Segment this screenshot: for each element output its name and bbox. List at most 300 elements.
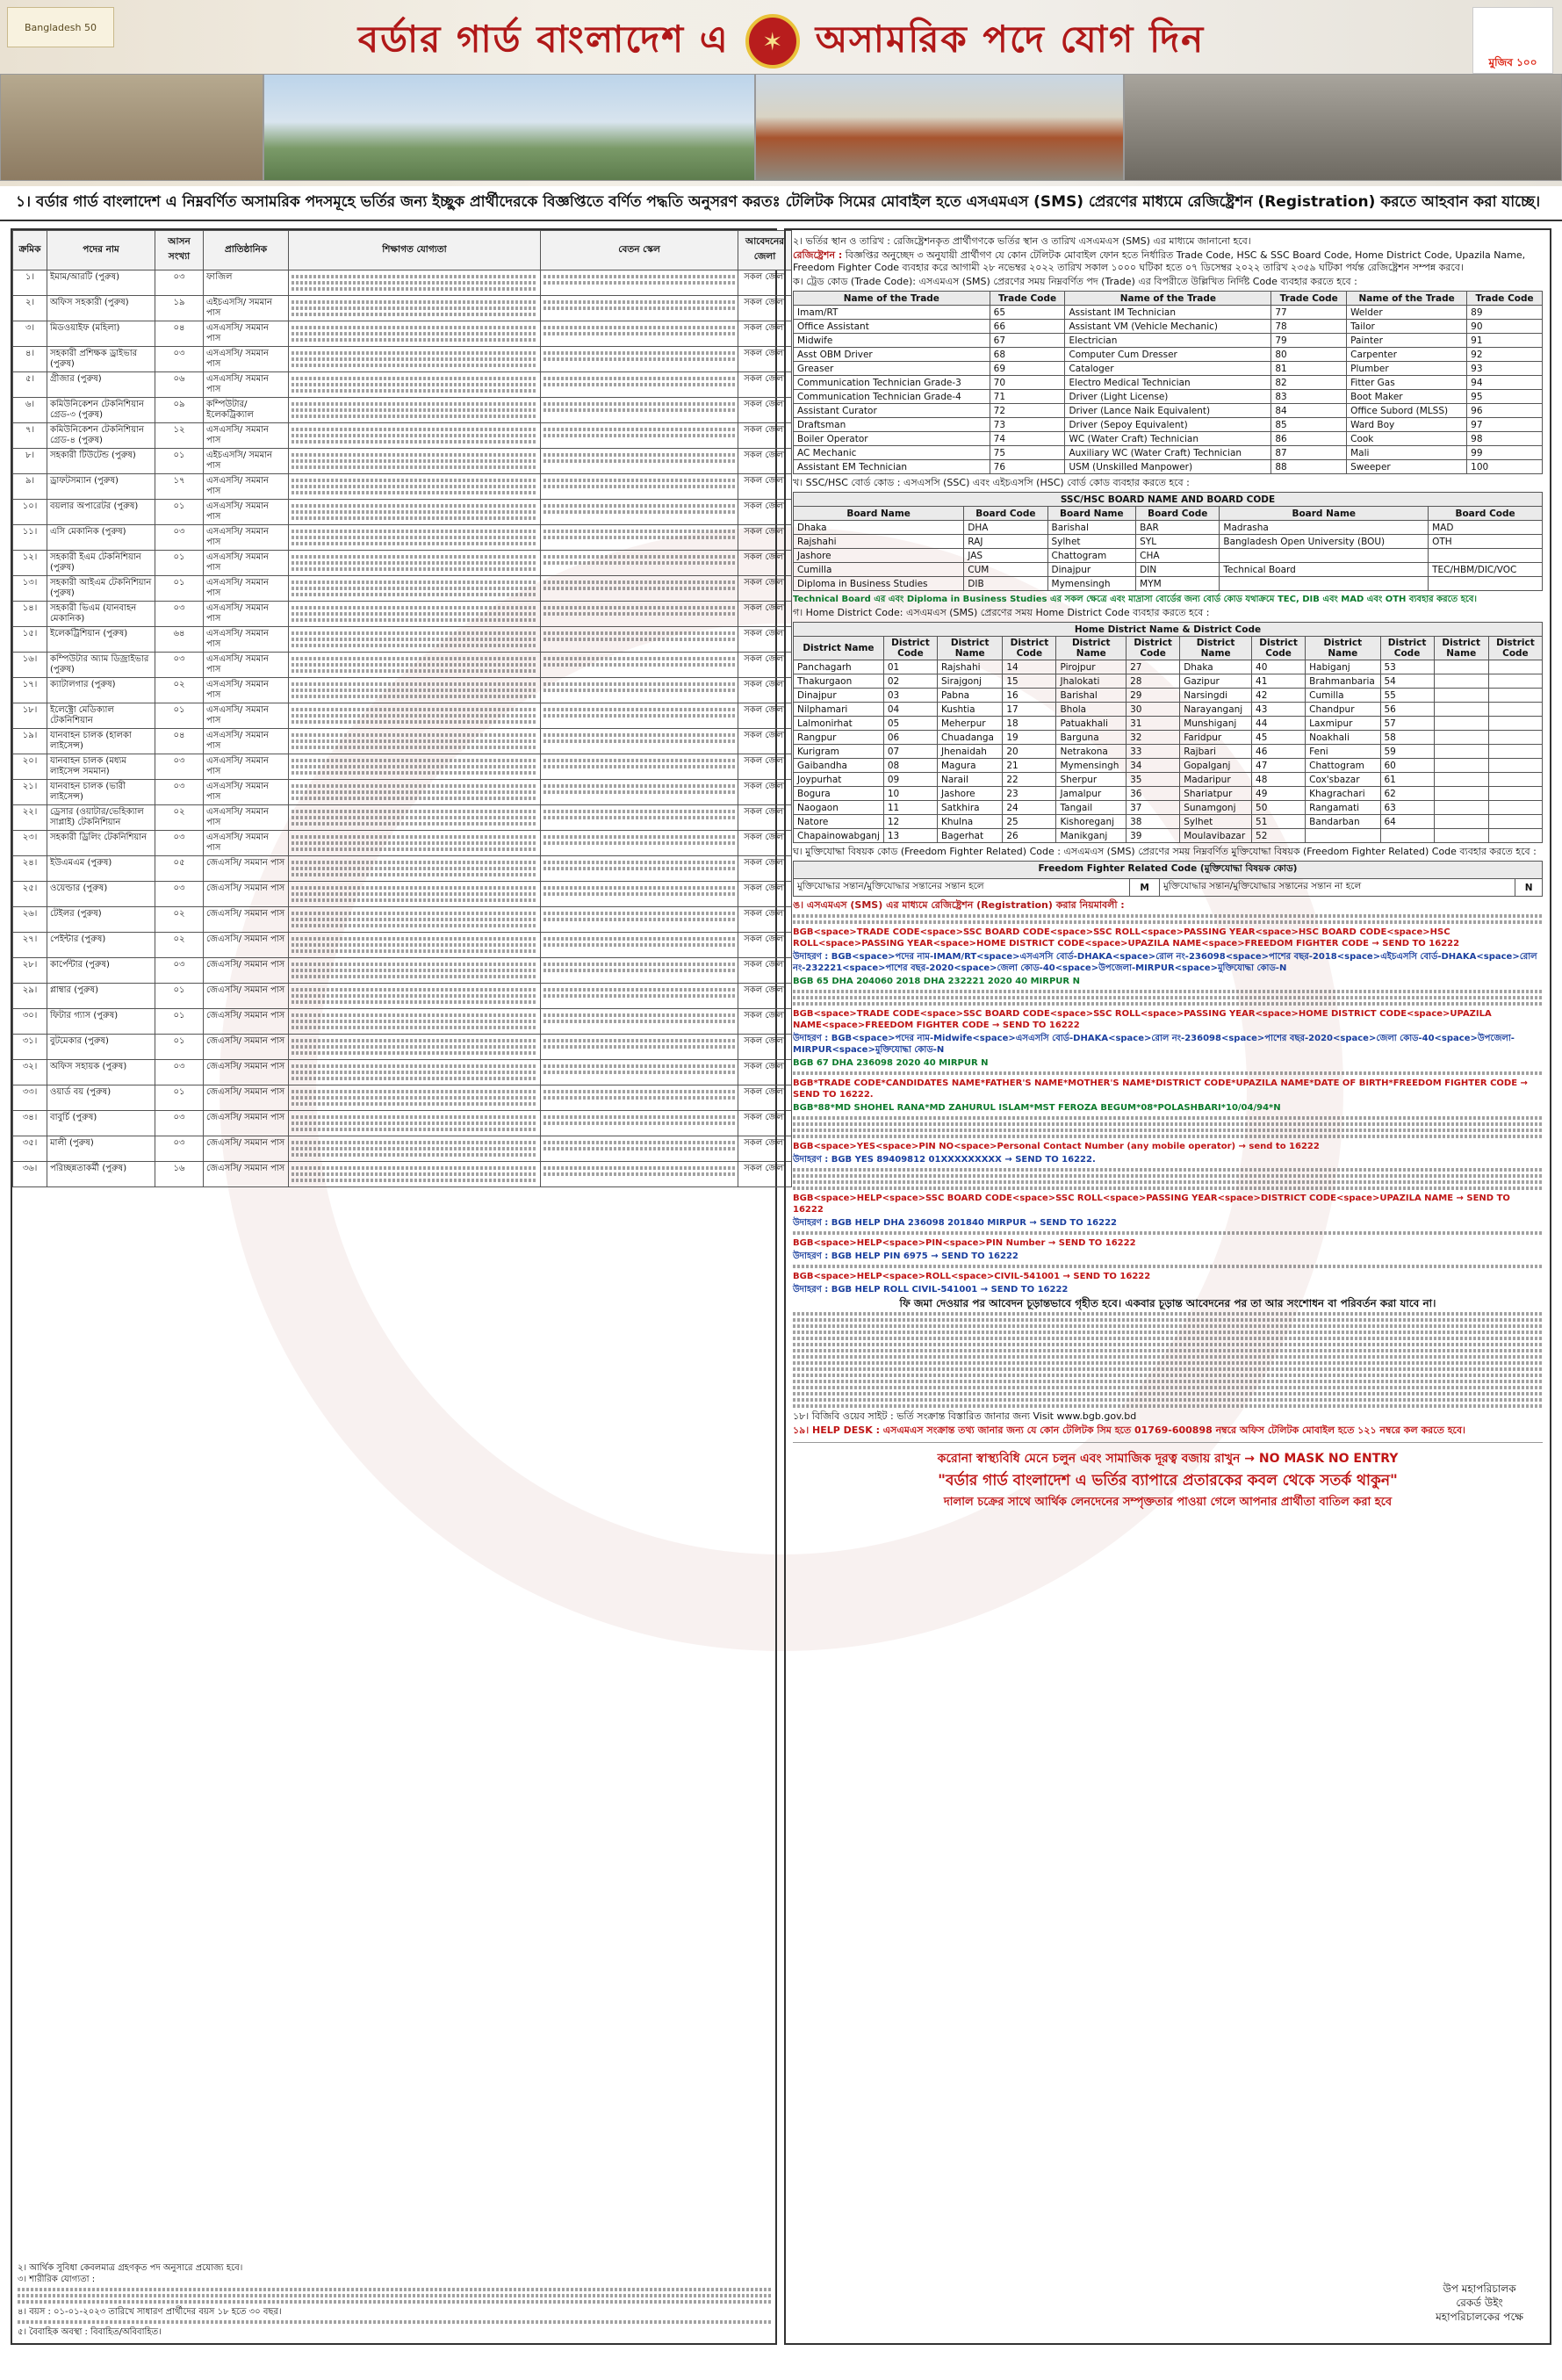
table-row [13, 805, 792, 831]
help-format-roll: BGB<space>HELP<space>SSC BOARD CODE<space>SSC ROLL<space>PASSING YEAR<space>DISTRICT CODE<space>UPAZILA NAME → SEND TO 16222 [793, 1194, 1510, 1215]
table-cell [1488, 731, 1542, 745]
row-post-name: পেইন্টার (পুরুষ) [47, 933, 155, 958]
table-row [794, 577, 1543, 591]
row-institutional: এসএসসি/ সমমান পাস [204, 525, 289, 551]
row-pay-scale [541, 958, 738, 984]
table-cell: Asst OBM Driver [794, 348, 990, 362]
table-row [13, 703, 792, 729]
row-education [289, 321, 541, 347]
table-cell: Khulna [937, 815, 1002, 829]
row-post-name: যানবাহন চালক (হালকা লাইসেন্স) [47, 729, 155, 754]
table-row [13, 907, 792, 933]
table-cell: 04 [883, 703, 937, 717]
row-education [289, 958, 541, 984]
row-seats: ০৪ [155, 321, 204, 347]
row-education [289, 1111, 541, 1136]
table-cell: Jhalokati [1056, 674, 1127, 689]
table-cell: 25 [1003, 815, 1056, 829]
table-cell: Plumber [1347, 362, 1467, 376]
sms-format-ssc: BGB<space>TRADE CODE<space>SSC BOARD CODE<space>SSC ROLL<space>PASSING YEAR<space>HOME DISTRICT CODE<space>UPAZILA NAME<space>FREEDOM FIGHTER CODE → SEND TO 16222 [793, 1009, 1492, 1030]
table-cell: 50 [1252, 801, 1306, 815]
table-cell: 89 [1467, 306, 1543, 320]
sms-example-hsc-code: BGB 65 DHA 204060 2018 DHA 232221 2020 40 MIRPUR N [793, 977, 1080, 986]
row-pay-scale [541, 525, 738, 551]
table-header-cell: District Code [1380, 637, 1434, 660]
row-pay-scale [541, 372, 738, 398]
row-post-name: ইউএমএম (পুরুষ) [47, 856, 155, 882]
table-cell: Midwife [794, 334, 990, 348]
table-cell: Kishoreganj [1056, 815, 1127, 829]
row-pay-scale [541, 321, 738, 347]
broker-warning: দালাল চক্রের সাথে আর্থিক লেনদেনের সম্পৃক্ততার পাওয়া গেলে আপনার প্রার্থীতা বাতিল করা হবে [943, 1496, 1393, 1509]
table-cell [1488, 829, 1542, 843]
table-cell [1434, 660, 1488, 674]
row-post-name: ইলেক্ট্রো মেডিক্যাল টেকনিশিয়ান [47, 703, 155, 729]
row-serial: ২৪। [13, 856, 47, 882]
table-cell [1220, 577, 1429, 591]
table-header-cell: Name of the Trade [1347, 292, 1467, 306]
table-cell: Mymensingh [1047, 577, 1136, 591]
registration-info: রেজিষ্ট্রেশন : বিজ্ঞপ্তির অনুচ্ছেদ ৩ অনুযায়ী প্রার্থীগণ যে কোন টেলিটক মোবাইল ফোন হতে নির্ধারিত Trade Code, HSC & SSC Board Code, Home District Code, Upazila Name, Freedom Fighter Code ব্যবহার করে আগামী ২৮ নভেম্বর ২০২২ তারিখ সকাল ১০০০ ঘটিকা হতে ০৭ ডিসেম্বর ২০২২ তারিখ ২৩৫৯ ঘটিকা পর্যন্ত রেজিষ্ট্রেশন সম্পন্ন করবে। [793, 249, 1526, 273]
table-cell: WC (Water Craft) Technician [1065, 432, 1271, 446]
table-cell: Office Assistant [794, 320, 990, 334]
row-institutional: এসএসসি/ সমমান পাস [204, 780, 289, 805]
table-cell [1434, 703, 1488, 717]
table-row [13, 551, 792, 576]
table-cell: 37 [1127, 801, 1180, 815]
banner-photo-headquarters [755, 74, 1124, 181]
row-institutional: ফাজিল [204, 270, 289, 296]
row-education [289, 525, 541, 551]
table-cell: Netrakona [1056, 745, 1127, 759]
table-cell: 90 [1467, 320, 1543, 334]
table-cell: 26 [1003, 829, 1056, 843]
table-row [13, 754, 792, 780]
table-cell: Noakhali [1306, 731, 1380, 745]
row-institutional: জেএসসি/ সমমান পাস [204, 907, 289, 933]
table-cell [1380, 829, 1434, 843]
note-marital: ৫। বৈবাহিক অবস্থা : বিবাহিত/অবিবাহিত। [18, 2327, 162, 2337]
row-pay-scale [541, 1162, 738, 1187]
table-cell: 58 [1380, 731, 1434, 745]
table-row [13, 958, 792, 984]
table-cell: 22 [1003, 773, 1056, 787]
ff-yes-label: মুক্তিযোদ্ধার সন্তান/মুক্তিযোদ্ধার সন্তানের সন্তান হলে [794, 879, 1130, 897]
table-cell: 45 [1252, 731, 1306, 745]
table-cell: 55 [1380, 689, 1434, 703]
row-seats: ০১ [155, 1085, 204, 1111]
table-cell: 84 [1271, 404, 1347, 418]
table-cell: 96 [1467, 404, 1543, 418]
table-row [794, 418, 1543, 432]
row-pay-scale [541, 1136, 738, 1162]
row-education [289, 653, 541, 678]
district-code-label: গ। Home District Code: এসএমএস (SMS) প্রেরণের সময় Home District Code ব্যবহার করতে হবে : [793, 607, 1210, 618]
table-cell: Barishal [1056, 689, 1127, 703]
table-cell: Brahmanbaria [1306, 674, 1380, 689]
row-institutional: জেএসসি/ সমমান পাস [204, 958, 289, 984]
table-cell: Narail [937, 773, 1002, 787]
table-cell: Jhenaidah [937, 745, 1002, 759]
row-seats: ০১ [155, 500, 204, 525]
table-cell: Moulavibazar [1180, 829, 1252, 843]
table-cell: 46 [1252, 745, 1306, 759]
table-cell: 85 [1271, 418, 1347, 432]
row-pay-scale [541, 423, 738, 449]
row-institutional: জেএসসি/ সমমান পাস [204, 933, 289, 958]
note-physical: ৩। শারীরিক যোগ্যতা : [18, 2275, 96, 2284]
row-institutional: এসএসসি/ সমমান পাস [204, 627, 289, 653]
sms-example-ssc-code: BGB 67 DHA 236098 2020 40 MIRPUR N [793, 1058, 989, 1068]
table-cell: Cumilla [794, 563, 964, 577]
table-cell: Sirajgonj [937, 674, 1002, 689]
table-cell [1434, 717, 1488, 731]
table-cell: Laxmipur [1306, 717, 1380, 731]
row-post-name: মালী (পুরুষ) [47, 1136, 155, 1162]
row-serial: ১৫। [13, 627, 47, 653]
row-seats: ০১ [155, 703, 204, 729]
row-post-name: যানবাহন চালক (ভারী লাইসেন্স) [47, 780, 155, 805]
row-post-name: সহকারী প্রশিক্ষক ড্রাইভার (পুরুষ) [47, 347, 155, 372]
row-seats: ০৫ [155, 856, 204, 882]
table-cell: 97 [1467, 418, 1543, 432]
table-cell: 09 [883, 773, 937, 787]
table-cell: 14 [1003, 660, 1056, 674]
row-education [289, 398, 541, 423]
row-district: সকল জেলা [738, 831, 792, 856]
table-header-cell: District Name [1306, 637, 1380, 660]
row-pay-scale [541, 1009, 738, 1035]
table-cell: Cataloger [1065, 362, 1271, 376]
row-pay-scale [541, 347, 738, 372]
row-pay-scale [541, 882, 738, 907]
row-seats: ০৩ [155, 831, 204, 856]
table-cell: Chuadanga [937, 731, 1002, 745]
row-education [289, 754, 541, 780]
table-cell: 35 [1127, 773, 1180, 787]
table-row [13, 270, 792, 296]
table-cell: 30 [1127, 703, 1180, 717]
table-header-cell: District Code [1003, 637, 1056, 660]
table-cell [1220, 549, 1429, 563]
sms-format-hsc: BGB<space>TRADE CODE<space>SSC BOARD CODE<space>SSC ROLL<space>PASSING YEAR<space>HSC BOARD CODE<space>HSC ROLL<space>PASSING YEAR<space>HOME DISTRICT CODE<space>UPAZILA NAME<space>FREEDOM FIGHTER CODE → SEND TO 16222 [793, 927, 1460, 948]
row-institutional: এসএসসি/ সমমান পাস [204, 831, 289, 856]
fraud-warning: "বর্ডার গার্ড বাংলাদেশ এ ভর্তির ব্যাপারে প্রতারকের কবল থেকে সতর্ক থাকুন" [938, 1472, 1398, 1489]
table-row [794, 549, 1543, 563]
table-cell: DIB [964, 577, 1047, 591]
row-education [289, 296, 541, 321]
table-cell: 48 [1252, 773, 1306, 787]
row-post-name: ড্রেসার (ওয়াটার/ভেহিক্যাল সাপ্লাই) টেকনিশিয়ান [47, 805, 155, 831]
row-pay-scale [541, 398, 738, 423]
row-pay-scale [541, 296, 738, 321]
row-serial: ১৪। [13, 602, 47, 627]
row-district: সকল জেলা [738, 372, 792, 398]
table-cell: 38 [1127, 815, 1180, 829]
table-cell: Chandpur [1306, 703, 1380, 717]
row-pay-scale [541, 984, 738, 1009]
row-district: সকল জেলা [738, 729, 792, 754]
row-education [289, 729, 541, 754]
table-cell: 68 [990, 348, 1065, 362]
table-cell: Ward Boy [1347, 418, 1467, 432]
row-seats: ১২ [155, 423, 204, 449]
row-serial: ১৩। [13, 576, 47, 602]
help-example-pin: উদাহরণ : BGB HELP PIN 6975 → SEND TO 16222 [793, 1251, 1019, 1261]
help-format-pin: BGB<space>HELP<space>PIN<space>PIN Number → SEND TO 16222 [793, 1238, 1136, 1248]
row-serial: ৩২। [13, 1060, 47, 1085]
table-cell [1434, 787, 1488, 801]
table-cell: 66 [990, 320, 1065, 334]
table-cell: 11 [883, 801, 937, 815]
row-post-name: সহকারী ইএম টেকনিশিয়ান (পুরুষ) [47, 551, 155, 576]
posts-table [12, 230, 792, 1187]
table-row [13, 729, 792, 754]
row-district: সকল জেলা [738, 602, 792, 627]
table-cell: Gopalganj [1180, 759, 1252, 773]
row-institutional: এসএসসি/ সমমান পাস [204, 474, 289, 500]
row-serial: ৩৩। [13, 1085, 47, 1111]
table-cell: 86 [1271, 432, 1347, 446]
row-pay-scale [541, 703, 738, 729]
signature-block: উপ মহাপরিচালক রেকর্ড উইং মহাপরিচালকের পক্ষে [1436, 2283, 1523, 2323]
table-cell: 69 [990, 362, 1065, 376]
table-row [13, 347, 792, 372]
table-cell [1434, 689, 1488, 703]
table-cell: Greaser [794, 362, 990, 376]
table-cell: USM (Unskilled Manpower) [1065, 460, 1271, 474]
row-seats: ০২ [155, 805, 204, 831]
table-cell: Dinajpur [1047, 563, 1136, 577]
table-cell: JAS [964, 549, 1047, 563]
table-cell [1488, 717, 1542, 731]
table-cell: 39 [1127, 829, 1180, 843]
row-seats: ০৯ [155, 398, 204, 423]
table-cell: 29 [1127, 689, 1180, 703]
table-row [794, 390, 1543, 404]
table-cell: 77 [1271, 306, 1347, 320]
table-header-cell: Board Code [964, 507, 1047, 521]
table-cell: 91 [1467, 334, 1543, 348]
table-cell: Gazipur [1180, 674, 1252, 689]
table-cell: 27 [1127, 660, 1180, 674]
board-note: Technical Board এর এবং Diploma in Business Studies এর সকল ক্ষেত্রে এবং মাদ্রাসা বোর্ডের জন্য বোর্ড কোড যথাক্রমে TEC, DIB এবং MAD এবং OTH ব্যবহার করতে হবে। [793, 595, 1477, 604]
table-cell: Rangpur [794, 731, 884, 745]
help-format-civil: BGB<space>HELP<space>ROLL<space>CIVIL-541001 → SEND TO 16222 [793, 1272, 1151, 1281]
ff-yes-code: M [1130, 879, 1160, 897]
row-serial: ১৯। [13, 729, 47, 754]
table-cell: BAR [1136, 521, 1220, 535]
banner-photo-monument [263, 74, 755, 181]
table-cell: 65 [990, 306, 1065, 320]
table-cell: RAJ [964, 535, 1047, 549]
row-district: সকল জেলা [738, 984, 792, 1009]
table-row [794, 535, 1543, 549]
row-district: সকল জেলা [738, 627, 792, 653]
row-seats: ০২ [155, 933, 204, 958]
table-header-cell: District Code [1127, 637, 1180, 660]
banner-title-left: বর্ডার গার্ড বাংলাদেশ এ [357, 17, 730, 61]
table-cell: Sylhet [1180, 815, 1252, 829]
table-cell: Narayanganj [1180, 703, 1252, 717]
row-education [289, 831, 541, 856]
row-post-name: ইমাম/আরটি (পুরুষ) [47, 270, 155, 296]
table-row [13, 627, 792, 653]
row-education [289, 678, 541, 703]
table-cell: MYM [1136, 577, 1220, 591]
ff-code-label: ঘ। মুক্তিযোদ্ধা বিষয়ক কোড (Freedom Fighter Related) Code : এসএমএস (SMS) প্রেরণের সময় নিম্নবর্ণিত মুক্তিযোদ্ধা বিষয়ক (Freedom Fighter Related) Code ব্যবহার করতে হবে : [793, 846, 1537, 857]
table-row [794, 404, 1543, 418]
table-cell: Barguna [1056, 731, 1127, 745]
row-pay-scale [541, 1060, 738, 1085]
row-district: সকল জেলা [738, 1060, 792, 1085]
table-cell: Bagerhat [937, 829, 1002, 843]
banner-title [132, 12, 1431, 70]
row-education [289, 423, 541, 449]
table-cell: Chattogram [1047, 549, 1136, 563]
table-cell: 71 [990, 390, 1065, 404]
row-district: সকল জেলা [738, 296, 792, 321]
row-education [289, 627, 541, 653]
bottom-margin [0, 2352, 1562, 2380]
table-cell: Technical Board [1220, 563, 1429, 577]
table-cell: DHA [964, 521, 1047, 535]
table-row [794, 446, 1543, 460]
row-serial: ২২। [13, 805, 47, 831]
table-cell: 21 [1003, 759, 1056, 773]
table-cell: 95 [1467, 390, 1543, 404]
table-cell [1434, 674, 1488, 689]
row-institutional: এসএসসি/ সমমান পাস [204, 576, 289, 602]
table-cell: Jashore [937, 787, 1002, 801]
row-education [289, 270, 541, 296]
posts-table-body [13, 270, 792, 1187]
table-cell: 98 [1467, 432, 1543, 446]
row-education [289, 984, 541, 1009]
table-cell: Communication Technician Grade-4 [794, 390, 990, 404]
table-cell [1434, 731, 1488, 745]
row-seats: ৬৪ [155, 627, 204, 653]
table-cell: 70 [990, 376, 1065, 390]
table-cell: MAD [1429, 521, 1543, 535]
table-cell: Magura [937, 759, 1002, 773]
row-pay-scale [541, 1035, 738, 1060]
row-education [289, 780, 541, 805]
table-cell: 19 [1003, 731, 1056, 745]
table-cell: Rangamati [1306, 801, 1380, 815]
website-line[interactable]: ১৮। বিজিবি ওয়েব সাইট : ভর্তি সংক্রান্ত বিস্তারিত জানার জন্য Visit www.bgb.gov.bd [793, 1410, 1137, 1422]
table-cell: 56 [1380, 703, 1434, 717]
table-row [794, 376, 1543, 390]
table-header-cell: Trade Code [1271, 292, 1347, 306]
table-cell: 63 [1380, 801, 1434, 815]
table-cell: Bhola [1056, 703, 1127, 717]
row-serial: ২৭। [13, 933, 47, 958]
row-education [289, 1136, 541, 1162]
table-cell: CHA [1136, 549, 1220, 563]
row-education [289, 907, 541, 933]
table-cell: 08 [883, 759, 937, 773]
table-cell: 92 [1467, 348, 1543, 362]
table-row [13, 321, 792, 347]
table-cell: Tailor [1347, 320, 1467, 334]
table-cell: Munshiganj [1180, 717, 1252, 731]
table-row [794, 334, 1543, 348]
board-code-table [793, 492, 1543, 591]
help-example-roll: উদাহরণ : BGB HELP DHA 236098 201840 MIRPUR → SEND TO 16222 [793, 1218, 1118, 1228]
table-cell: Bangladesh Open University (BOU) [1220, 535, 1429, 549]
table-cell: Assistant EM Technician [794, 460, 990, 474]
sms-example-hsc: উদাহরণ : BGB<space>পদের নাম-IMAM/RT<space>এসএসসি বোর্ড-DHAKA<space>রোল নং-236098<space>পাশের বছর-2018<space>এইচএসসি বোর্ড-DHAKA<space>রোল নং-232221<space>পাশের বছর-2020<space>জেলা কোড-40<space>উপজেলা-MIRPUR<space>মুক্তিযোদ্ধা কোড-N [793, 952, 1537, 973]
table-header-cell: District Name [794, 637, 884, 660]
table-cell: Cox'sbazar [1306, 773, 1380, 787]
row-serial: ৩৬। [13, 1162, 47, 1187]
row-post-name: ক্যাটালগার (পুরুষ) [47, 678, 155, 703]
row-institutional: এসএসসি/ সমমান পাস [204, 653, 289, 678]
row-serial: ৯। [13, 474, 47, 500]
table-cell: Dhaka [1180, 660, 1252, 674]
table-header-cell: Name of the Trade [1065, 292, 1271, 306]
table-cell: AC Mechanic [794, 446, 990, 460]
row-post-name: যানবাহন চালক (মধ্যম লাইসেন্স সমমান) [47, 754, 155, 780]
row-pay-scale [541, 831, 738, 856]
row-district: সকল জেলা [738, 1009, 792, 1035]
table-row [794, 717, 1543, 731]
table-cell: Jamalpur [1056, 787, 1127, 801]
table-row [794, 362, 1543, 376]
table-header-cell: Trade Code [990, 292, 1065, 306]
table-cell [1488, 674, 1542, 689]
row-institutional: এসএসসি/ সমমান পাস [204, 602, 289, 627]
table-cell: 31 [1127, 717, 1180, 731]
row-serial: ৫। [13, 372, 47, 398]
row-seats: ০৪ [155, 729, 204, 754]
table-header-cell: District Code [1488, 637, 1542, 660]
row-serial: ৬। [13, 398, 47, 423]
row-institutional: এসএসসি/ সমমান পাস [204, 372, 289, 398]
table-row [13, 1111, 792, 1136]
table-cell: SYL [1136, 535, 1220, 549]
table-cell: Cumilla [1306, 689, 1380, 703]
row-district: সকল জেলা [738, 856, 792, 882]
table-row [794, 759, 1543, 773]
table-header-cell: District Name [1056, 637, 1127, 660]
row-serial: ২৯। [13, 984, 47, 1009]
table-row [13, 933, 792, 958]
table-cell: 62 [1380, 787, 1434, 801]
row-district: সকল জেলা [738, 907, 792, 933]
table-cell: Madrasha [1220, 521, 1429, 535]
row-institutional: জেএসসি/ সমমান পাস [204, 1009, 289, 1035]
row-institutional: এইচএসসি/ সমমান পাস [204, 449, 289, 474]
sms-format-jsc: BGB*TRADE CODE*CANDIDATES NAME*FATHER'S NAME*MOTHER'S NAME*DISTRICT CODE*UPAZILA NAME*DATE OF BIRTH*FREEDOM FIGHTER CODE → SEND TO 16222. [793, 1078, 1528, 1100]
table-cell: 87 [1271, 446, 1347, 460]
table-row [13, 653, 792, 678]
row-education [289, 500, 541, 525]
row-post-name: ওয়েল্ডার (পুরুষ) [47, 882, 155, 907]
bgb-emblem-icon: ✶ [745, 14, 800, 69]
table-row [794, 801, 1543, 815]
row-serial: ১৭। [13, 678, 47, 703]
table-row [13, 984, 792, 1009]
row-seats: ০৩ [155, 602, 204, 627]
helpdesk-line: ১৯। HELP DESK : এসএমএস সংক্রান্ত তথ্য জানার জন্য যে কোন টেলিটক সিম হতে 01769-600898 নম্বরে অফিস টেলিটক মোবাইল হতে ১২১ নম্বরে কল করতে হবে। [793, 1424, 1465, 1436]
row-post-name: গ্রীজার (পুরুষ) [47, 372, 155, 398]
table-row [13, 856, 792, 882]
table-cell: Pabna [937, 689, 1002, 703]
row-seats: ০১ [155, 576, 204, 602]
table-header-cell: District Code [1252, 637, 1306, 660]
